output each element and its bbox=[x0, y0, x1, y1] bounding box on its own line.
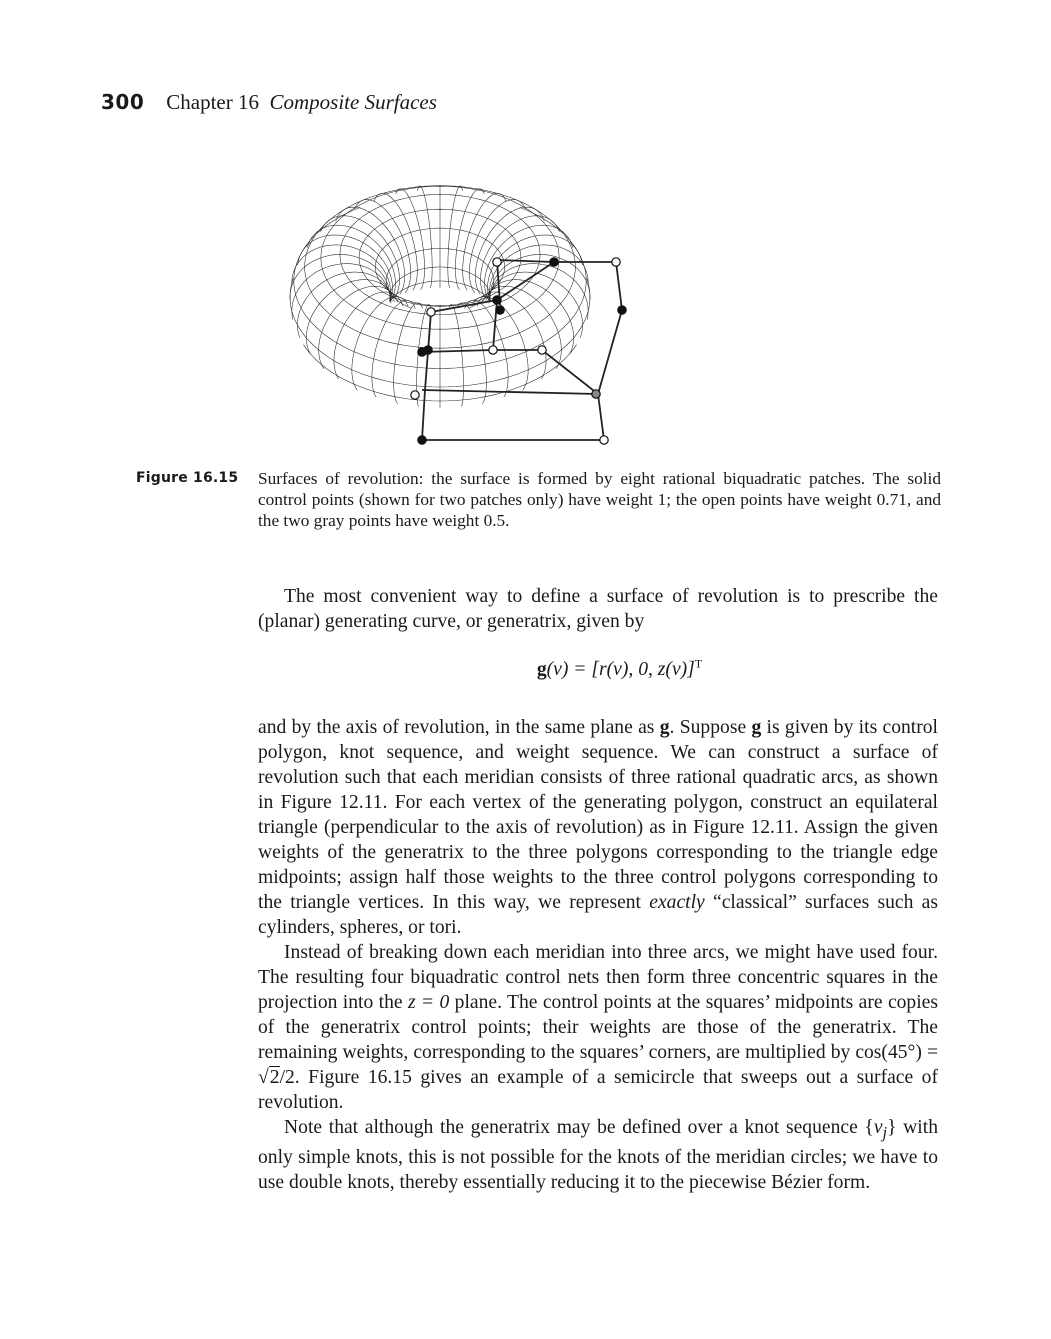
torus-meridian bbox=[418, 186, 433, 288]
figure-label: Figure 16.15 bbox=[136, 470, 239, 486]
p2-bold-g2: g bbox=[751, 717, 762, 738]
control-point bbox=[496, 306, 504, 314]
control-net-line bbox=[422, 390, 598, 394]
torus-figure bbox=[250, 150, 650, 450]
p3-text-e: /2. Figure 16.15 gives an example of a semicircle that sweeps out a surface of revolution. bbox=[258, 1067, 938, 1113]
p3-text-a: Instead of breaking down each meridian into three arcs, we might have used four. The resulting four biquadratic control nets then form three concentric squares in the projection into the bbox=[258, 942, 938, 1013]
torus-meridian bbox=[448, 186, 463, 288]
p2-text-e: is given by its control polygon, knot sequence, and weight sequence. We can construct a surface of revolution such that each meridian consists of three rational quadratic arcs, as shown in Figure 12.11. For each vertex of the generating polygon, construct an equilateral triangle (perpendicular to the axis of revolution) as in Figure 12.11. Assign the given weights of the generatrix to the three polygons corresponding to the triangle edge midpoints; assign half those weights to the three control polygons corresponding to the triangle vertices. In this way, we represent bbox=[258, 717, 938, 913]
p2-italic-exactly: exactly bbox=[649, 892, 705, 913]
paragraph-1-text: The most convenient way to define a surface of revolution is to prescribe the (planar) generating curve, or generatrix, given by bbox=[258, 586, 938, 632]
p2-text-a: and by the axis of revolution, in the same plane as bbox=[258, 717, 660, 738]
control-point bbox=[418, 436, 426, 444]
control-point bbox=[592, 390, 600, 398]
control-point bbox=[618, 306, 626, 314]
equation-transpose: T bbox=[694, 656, 703, 670]
control-point bbox=[489, 346, 497, 354]
paragraph-2 bbox=[258, 715, 938, 940]
figure-caption-text: Surfaces of revolution: the surface is formed by eight rational biquadratic patches. The solid control points (shown for two patches only) have weight 1; the open points have weight 0.71, and the two gray points have weight 0.5. bbox=[258, 469, 941, 530]
torus-meridian bbox=[456, 189, 485, 290]
torus-meridian bbox=[396, 189, 425, 290]
p2-bold-g1: g bbox=[659, 717, 670, 738]
control-point bbox=[411, 391, 419, 399]
p2-text-c: . Suppose bbox=[669, 717, 752, 738]
p4-text-d: } with only simple knots, this is not possible for the knots of the meridian circles; we have to use double knots, thereby essentially reducing it to the piecewise Bézier form. bbox=[258, 1117, 938, 1193]
control-point bbox=[427, 308, 435, 316]
paragraph-3 bbox=[258, 940, 938, 1115]
control-point bbox=[600, 436, 608, 444]
torus-meridian bbox=[336, 207, 405, 294]
control-net-line bbox=[598, 262, 622, 440]
p3-sqrt-2: 2 bbox=[269, 1067, 280, 1088]
torus-meridian bbox=[488, 272, 583, 338]
control-net-line bbox=[497, 260, 554, 262]
equation-g: g bbox=[536, 658, 547, 680]
p2-text-g: “classical” surfaces such as cylinders, spheres, or tori. bbox=[258, 892, 939, 938]
figure-caption bbox=[136, 468, 941, 531]
control-point bbox=[418, 348, 426, 356]
generatrix-equation bbox=[0, 656, 1051, 681]
torus-meridian bbox=[319, 286, 398, 369]
torus-meridian bbox=[307, 225, 395, 299]
control-net-line bbox=[422, 312, 431, 440]
p4-subscript-j: j bbox=[882, 1122, 888, 1142]
paragraph-1 bbox=[258, 584, 938, 634]
torus-meridian bbox=[475, 207, 544, 294]
torus-meridian bbox=[297, 272, 392, 338]
control-point bbox=[612, 258, 620, 266]
paragraph-4 bbox=[258, 1115, 938, 1195]
torus-wireframe-diagram bbox=[250, 150, 650, 450]
chapter-title: Composite Surfaces bbox=[269, 90, 437, 114]
control-point bbox=[550, 258, 558, 266]
control-point bbox=[493, 296, 501, 304]
page-number: 300 bbox=[101, 90, 145, 114]
control-point bbox=[493, 258, 501, 266]
p4-text-a: Note that although the generatrix may be defined over a knot sequence { bbox=[284, 1117, 874, 1138]
control-point bbox=[538, 346, 546, 354]
equation-body: (v) = [r(v), 0, z(v)] bbox=[546, 658, 695, 680]
p4-v: v bbox=[873, 1117, 883, 1138]
p3-text-c: plane. The control points at the squares’ midpoints are copies of the generatrix control points; their weights are those of the generatrix. The remaining weights, corresponding to the squares’ corners, are multiplied by cos(45°) = √ bbox=[258, 992, 938, 1088]
chapter-label: Chapter 16 bbox=[166, 90, 259, 114]
p3-z-plane: z = 0 bbox=[407, 992, 450, 1013]
page-header bbox=[101, 90, 437, 115]
body-paragraphs bbox=[258, 715, 938, 1195]
